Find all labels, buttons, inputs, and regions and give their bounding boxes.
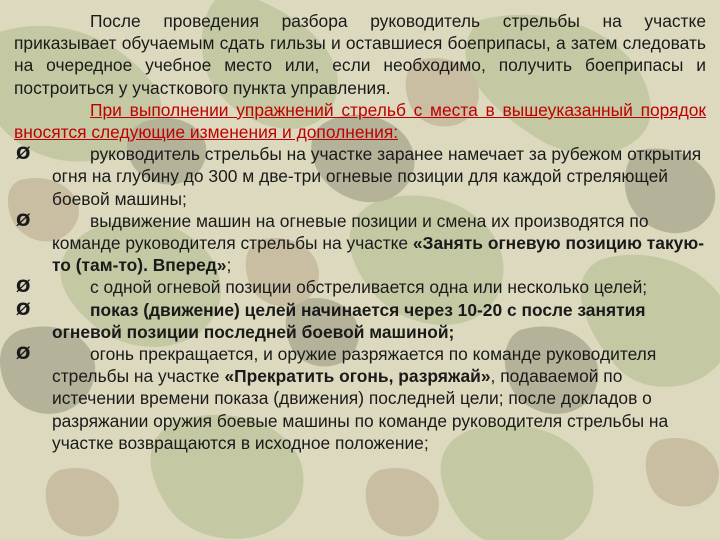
arrow-bullet-icon: Ø [16,210,31,231]
changes-heading [14,99,706,143]
arrow-bullet-icon: Ø [16,277,31,298]
list-item [14,343,706,454]
list-item-text: с одной огневой позиции обстреливается одна или несколько целей; [90,277,648,298]
list-item-text-end: , подаваемой по истечении времени показа (движения) последней цели; после докладов о разряжании оружия боевые машины по команде руководителя стрельбы на участке возвращаются в исходное положение; [52,366,669,453]
changes-heading-text: При выполнении упражнений стрельб с места в вышеуказанный порядок вносятся следующие изменения и дополнения: [14,99,706,143]
arrow-bullet-icon: Ø [16,344,31,365]
intro-paragraph-text: После проведения разбора руководитель стрельбы на участке приказывает обучаемым сдать гильзы и оставшиеся боеприпасы, а затем следовать на очередное учебное место или, если необходимо, получить боеприпасы и построиться у участкового пункта управления. [14,11,706,98]
list-item-text: выдвижение машин на огневые позиции и смена их производятся по команде руководителя стрельбы на участке [52,210,649,254]
list-item-bold-text: показ (движение) целей начинается через 10-20 с после занятия огневой позиции последней боевой машиной; [52,299,646,342]
arrow-bullet-icon: Ø [16,144,31,165]
list-item-text: руководитель стрельбы на участке заранее намечает за рубежом открытия огня на глубину до 300 м две-три огневые позиции для каждой стреляющей боевой машины; [52,144,702,209]
command-text: «Прекратить огонь, разряжай» [224,366,491,387]
list-item [14,276,706,298]
list-item-text-end: ; [226,255,232,276]
intro-paragraph [14,10,706,99]
list-item [14,143,706,210]
list-item-text: огонь прекращается, и оружие разряжается по команде руководителя стрельбы на участке [52,344,657,387]
list-item [14,210,706,277]
slide-text-block [14,10,706,454]
command-text: «Занять огневую позицию такую-то (там-то). Вперед» [52,233,704,276]
arrow-bullet-icon: Ø [16,299,31,320]
list-item [14,299,706,343]
